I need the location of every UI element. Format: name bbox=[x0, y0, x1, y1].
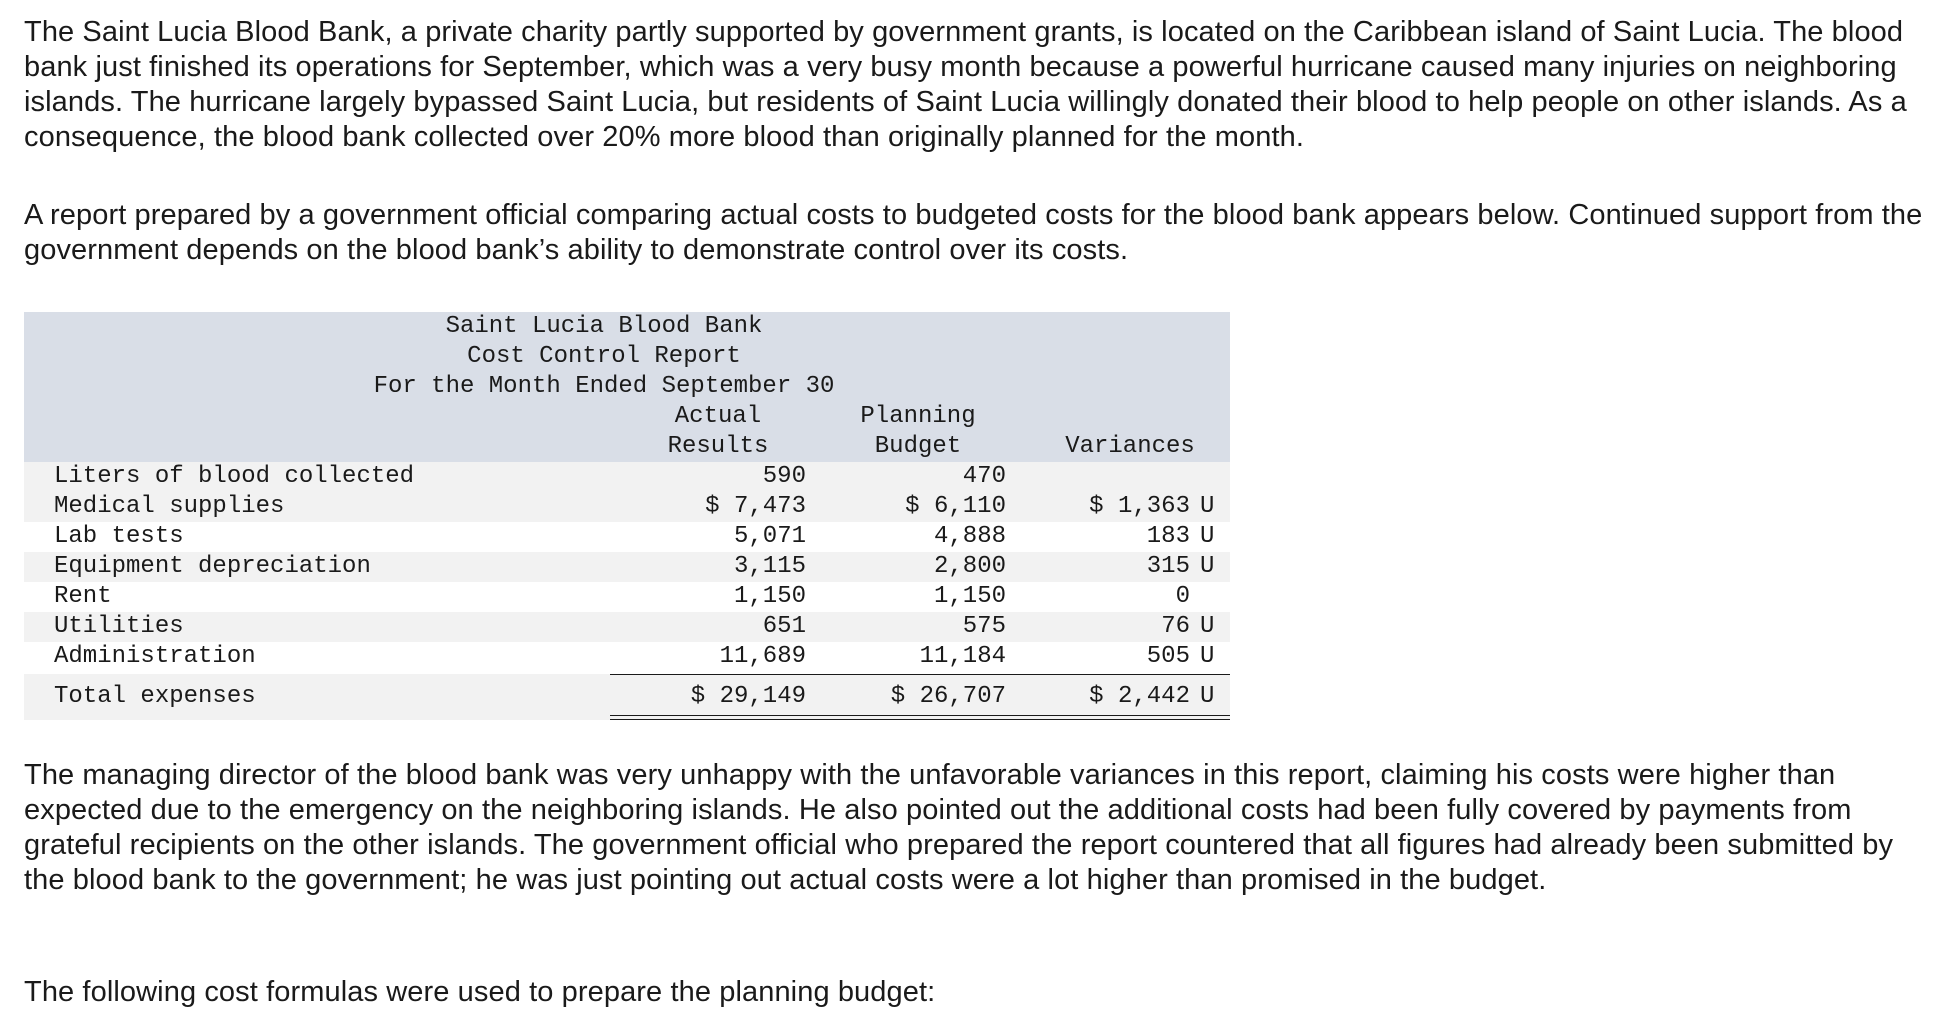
report-title: Saint Lucia Blood Bank bbox=[445, 313, 763, 340]
variance-flag: U bbox=[1200, 613, 1215, 640]
cell-actual-total: $ 29,149 bbox=[690, 683, 806, 710]
cell-plan: 11,184 bbox=[919, 643, 1006, 670]
cell-plan-liters: 470 bbox=[962, 463, 1006, 490]
row-label: Administration bbox=[54, 643, 256, 670]
variance-flag: U bbox=[1200, 553, 1215, 580]
col-variances-header: Variances bbox=[1065, 433, 1195, 460]
variance-flag: U bbox=[1200, 643, 1215, 670]
row-label: Equipment depreciation bbox=[54, 553, 371, 580]
cell-plan: 4,888 bbox=[933, 523, 1006, 550]
row-label: Rent bbox=[54, 583, 112, 610]
cell-plan-total: $ 26,707 bbox=[890, 683, 1006, 710]
cell-actual: 5,071 bbox=[733, 523, 806, 550]
intro-paragraph: The Saint Lucia Blood Bank, a private charity partly supported by government grants, is located on the Caribbean island of Saint Lucia. The blood bank just finished its operations for September, which was a very busy month because a powerful hurricane caused many injuries on neighboring islands. The hurricane largely bypassed Saint Lucia, but residents of Saint Lucia willingly donated their blood to help people on other islands. As a consequence, the blood bank collected over 20% more blood than originally planned for the month. bbox=[24, 16, 1907, 153]
double-underline-bottom bbox=[610, 719, 1230, 720]
row-label: Medical supplies bbox=[54, 493, 285, 520]
variance-flag: U bbox=[1200, 523, 1215, 550]
col-plan-header-line2: Budget bbox=[874, 433, 962, 460]
cell-actual: 11,689 bbox=[719, 643, 806, 670]
cell-variance: 183 bbox=[1146, 523, 1190, 550]
cell-variance: 315 bbox=[1146, 553, 1190, 580]
cost-control-report bbox=[24, 312, 1230, 720]
cell-actual: 1,150 bbox=[733, 583, 806, 610]
row-label: Lab tests bbox=[54, 523, 184, 550]
total-rule bbox=[610, 674, 1230, 675]
report-subtitle: Cost Control Report bbox=[467, 343, 741, 370]
cell-plan: 2,800 bbox=[933, 553, 1006, 580]
cell-variance-total: $ 2,442 bbox=[1089, 683, 1190, 710]
formulas-paragraph: The following cost formulas were used to prepare the planning budget: bbox=[24, 976, 936, 1008]
col-plan-header-line1: Planning bbox=[860, 403, 976, 430]
report-intro-paragraph: A report prepared by a government official comparing actual costs to budgeted costs for the blood bank appears below. Continued support from the government depends on the blood bank’s ability to demonstrate control over its costs. bbox=[24, 199, 1923, 266]
cell-actual: 651 bbox=[762, 613, 806, 640]
row-label-liters: Liters of blood collected bbox=[54, 463, 415, 490]
report-period: For the Month Ended September 30 bbox=[373, 373, 835, 400]
cell-variance: 0 bbox=[1175, 583, 1190, 610]
cell-actual: $ 7,473 bbox=[705, 493, 806, 520]
cell-variance: 505 bbox=[1146, 643, 1190, 670]
cell-plan: 1,150 bbox=[933, 583, 1006, 610]
row-label: Utilities bbox=[54, 613, 184, 640]
cell-variance: $ 1,363 bbox=[1089, 493, 1190, 520]
cell-actual-liters: 590 bbox=[762, 463, 806, 490]
col-actual-header-line1: Actual bbox=[674, 403, 762, 430]
col-actual-header-line2: Results bbox=[667, 433, 769, 460]
double-underline-top bbox=[610, 715, 1230, 716]
director-paragraph: The managing director of the blood bank was very unhappy with the unfavorable variances in this report, claiming his costs were higher than expected due to the emergency on the neighboring islands. He also pointed out the additional costs had been fully covered by payments from grateful recipients on the other islands. The government official who prepared the report countered that all figures had already been submitted by the blood bank to the government; he was just pointing out actual costs were a lot higher than promised in the budget. bbox=[24, 759, 1894, 896]
cell-plan: 575 bbox=[962, 613, 1006, 640]
cell-variance: 76 bbox=[1161, 613, 1190, 640]
variance-flag-total: U bbox=[1200, 683, 1215, 710]
cell-plan: $ 6,110 bbox=[905, 493, 1006, 520]
row-label-total: Total expenses bbox=[54, 683, 256, 710]
variance-flag: U bbox=[1200, 493, 1215, 520]
cell-actual: 3,115 bbox=[733, 553, 806, 580]
